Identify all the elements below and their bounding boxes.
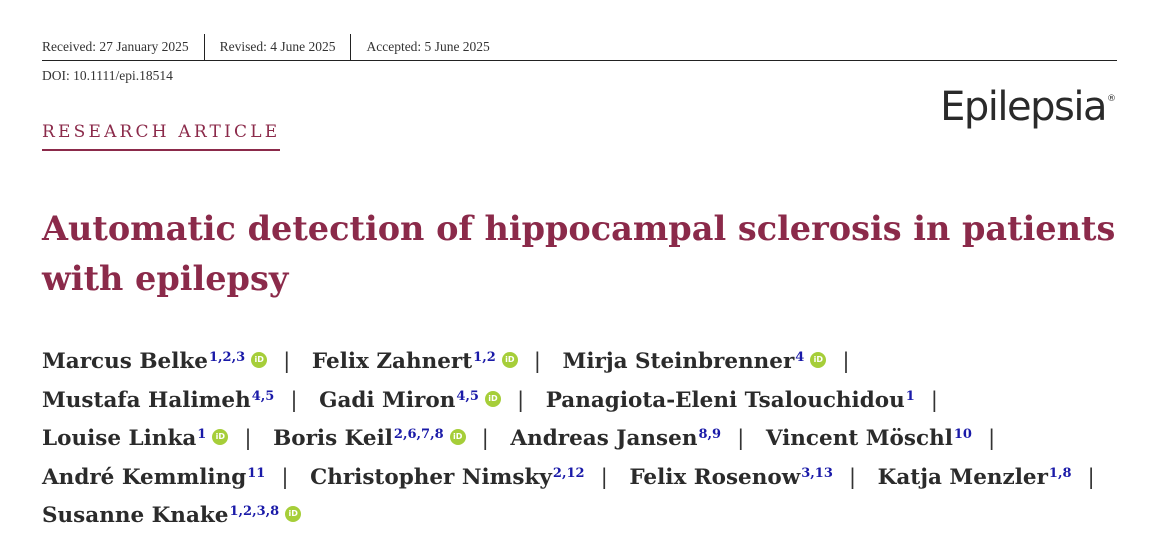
author-separator: |	[737, 426, 745, 451]
orcid-icon[interactable]: iD	[485, 391, 501, 407]
orcid-icon[interactable]: iD	[251, 352, 267, 368]
author	[42, 426, 228, 451]
affiliation-numbers[interactable]: 3,13	[801, 465, 833, 481]
author-separator: |	[244, 426, 252, 451]
article-title: Automatic detection of hippocampal sclerosis in patients with epilepsy	[42, 209, 1116, 298]
author-name: Mirja Steinbrenner	[562, 349, 795, 374]
affiliation-numbers[interactable]: 1	[197, 427, 207, 442]
author-separator: |	[930, 387, 939, 413]
header-rule	[42, 60, 1117, 61]
affiliation-numbers[interactable]: 10	[953, 427, 972, 442]
affiliation-numbers[interactable]: 4	[795, 350, 805, 365]
publication-dates	[42, 34, 490, 60]
author-line	[42, 497, 1132, 536]
affiliation-numbers[interactable]: 1,2	[473, 350, 496, 365]
author-line	[42, 459, 1132, 498]
affiliation-numbers[interactable]: 2,12	[552, 465, 585, 481]
author	[766, 426, 972, 451]
author-name: Mustafa Halimeh	[42, 387, 251, 413]
author-name: Andreas Jansen	[510, 426, 698, 451]
author-line	[42, 420, 1132, 459]
author-separator: |	[848, 464, 857, 490]
journal-name: Epilepsia	[940, 84, 1106, 130]
author-separator: |	[283, 349, 291, 374]
affiliation-numbers[interactable]: 4,5	[456, 388, 479, 404]
orcid-icon[interactable]: iD	[285, 506, 301, 522]
journal-logo	[940, 84, 1116, 130]
author-name: Panagiota-Eleni Tsalouchidou	[545, 387, 905, 413]
orcid-icon[interactable]: iD	[810, 352, 826, 368]
author-line	[42, 382, 1132, 421]
author	[310, 465, 585, 490]
affiliation-numbers[interactable]: 11	[247, 465, 266, 481]
author	[629, 465, 833, 490]
author	[42, 503, 301, 528]
author-name: Boris Keil	[273, 426, 393, 451]
author	[878, 465, 1072, 490]
author-name: Marcus Belke	[42, 349, 208, 374]
author	[319, 388, 501, 413]
author-separator: |	[516, 387, 525, 413]
author	[546, 388, 915, 413]
author-name: Louise Linka	[42, 426, 197, 451]
date-divider	[350, 34, 351, 60]
author-separator: |	[1087, 464, 1095, 490]
affiliation-numbers[interactable]: 4,5	[251, 388, 275, 404]
author-separator: |	[281, 464, 289, 490]
author	[312, 349, 518, 374]
revised-date: Revised: 4 June 2025	[219, 39, 336, 54]
article-type: RESEARCH ARTICLE	[42, 122, 280, 151]
orcid-icon[interactable]: iD	[450, 429, 466, 445]
author-separator: |	[842, 349, 850, 374]
registered-mark: ®	[1107, 94, 1116, 104]
author-name: André Kemmling	[42, 464, 247, 490]
doi[interactable]: DOI: 10.1111/epi.18514	[42, 68, 173, 83]
author	[273, 426, 466, 451]
author	[42, 388, 274, 413]
author-name: Katja Menzler	[877, 464, 1048, 490]
date-divider	[204, 34, 205, 60]
affiliation-numbers[interactable]: 1,8	[1048, 465, 1072, 481]
accepted-date: Accepted: 5 June 2025	[366, 39, 490, 54]
author-name: Felix Rosenow	[629, 464, 801, 490]
author-name: Susanne Knake	[42, 503, 229, 528]
author	[42, 349, 267, 374]
author-name: Vincent Möschl	[765, 426, 953, 451]
author	[42, 465, 265, 490]
author-name: Christopher Nimsky	[310, 464, 552, 490]
affiliation-numbers[interactable]: 1,2,3	[208, 350, 246, 365]
author-line	[42, 343, 1132, 382]
affiliation-numbers[interactable]: 1	[905, 388, 915, 404]
author-separator: |	[533, 349, 542, 374]
author-separator: |	[600, 464, 608, 490]
author	[563, 349, 827, 374]
author-separator: |	[987, 426, 996, 451]
affiliation-numbers[interactable]: 2,6,7,8	[393, 427, 444, 442]
author-name: Gadi Miron	[319, 387, 456, 413]
author-separator: |	[290, 387, 298, 413]
affiliation-numbers[interactable]: 1,2,3,8	[229, 504, 280, 519]
affiliation-numbers[interactable]: 8,9	[698, 427, 722, 442]
author	[510, 426, 721, 451]
received-date: Received: 27 January 2025	[42, 39, 189, 54]
orcid-icon[interactable]: iD	[212, 429, 228, 445]
author-name: Felix Zahnert	[311, 349, 473, 374]
orcid-icon[interactable]: iD	[502, 352, 518, 368]
author-separator: |	[481, 426, 489, 451]
author-list	[42, 343, 1132, 536]
